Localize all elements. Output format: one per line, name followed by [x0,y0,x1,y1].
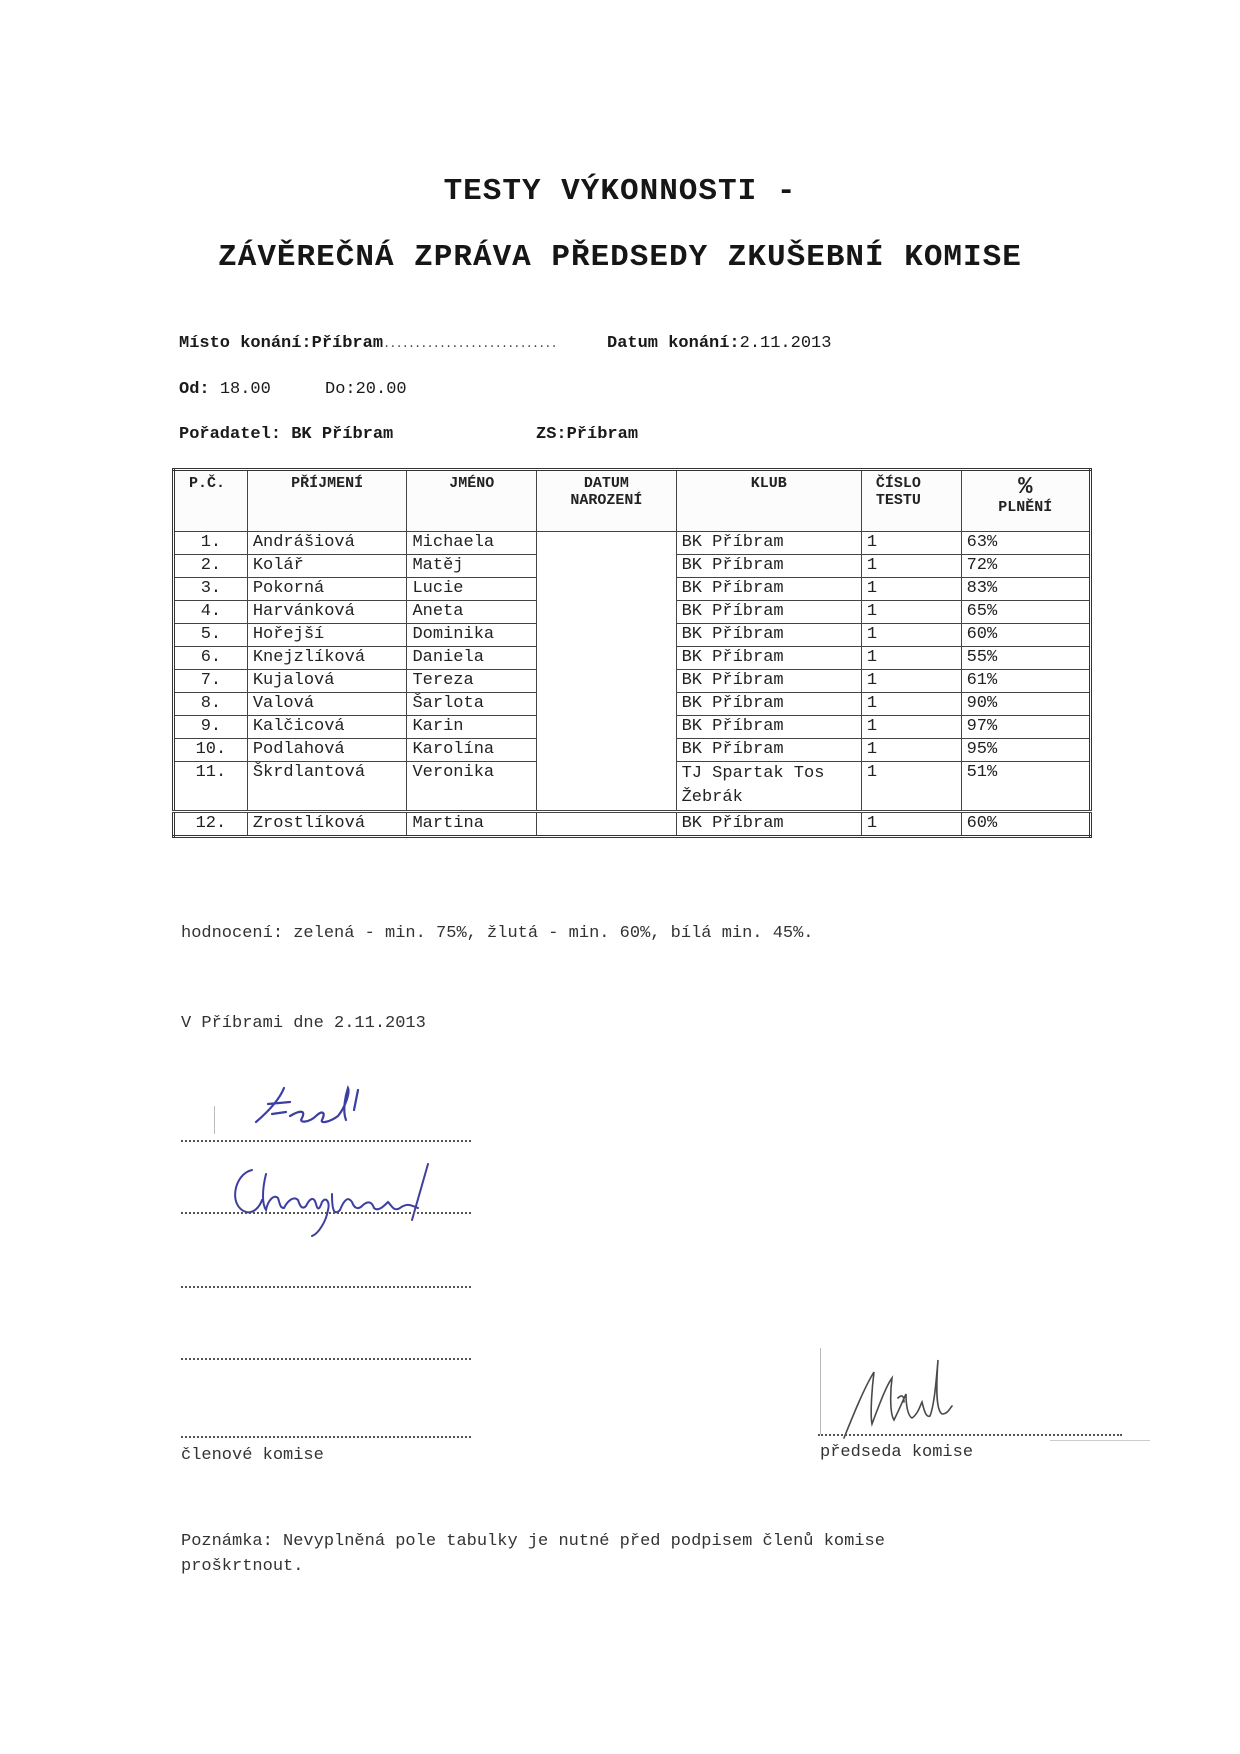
cell-pct: 60% [961,624,1090,647]
cell-test: 1 [861,532,961,555]
header-name: JMÉNO [407,470,537,532]
cell-pct: 63% [961,532,1090,555]
cell-birth [537,555,676,578]
cell-pc: 3. [174,578,248,601]
cell-birth [537,670,676,693]
cell-test: 1 [861,555,961,578]
cell-surname: Pokorná [247,578,407,601]
cell-surname: Harvánková [247,601,407,624]
place-value: Příbram [311,334,384,353]
member-5-signature-line [181,1436,471,1438]
cell-club: BK Příbram [676,647,861,670]
cell-test: 1 [861,812,961,837]
cell-pc: 12. [174,812,248,837]
table-row [174,670,1091,693]
header-club: KLUB [676,470,861,532]
cell-club: BK Příbram [676,812,861,837]
signature-member-1 [250,1080,390,1136]
header-test [861,470,961,532]
header-birth-line-2: NAROZENÍ [570,492,643,509]
cell-surname: Andrášiová [247,532,407,555]
cell-name: Matěj [407,555,537,578]
header-test-line-2: TESTU [875,492,921,509]
cell-club: BK Příbram [676,624,861,647]
member-4-signature-line [181,1358,471,1360]
cell-name: Karolína [407,739,537,762]
table-header-row [174,470,1091,532]
table-body [174,532,1091,837]
remark-line-1: Poznámka: Nevyplněná pole tabulky je nutné před podpisem členů komise [181,1532,885,1551]
organizer-label: Pořadatel: [179,425,282,444]
cell-pc: 11. [174,762,248,812]
cell-surname: Podlahová [247,739,407,762]
member-3-signature-line [181,1286,471,1288]
signature-member-2-drawing [222,1160,472,1240]
cell-birth [537,624,676,647]
cell-club: BK Příbram [676,578,861,601]
evaluation-text: hodnocení: zelená - min. 75%, žlutá - min. 60%, bílá min. 45%. [181,924,814,943]
cell-club: BK Příbram [676,601,861,624]
from-label: Od: [179,380,210,399]
organizer-value: BK Příbram [291,425,394,444]
table-row [174,578,1091,601]
remark-line-2: proškrtnout. [181,1557,304,1576]
place-dots: ............................ [383,337,557,351]
cell-pc: 10. [174,739,248,762]
document-title-line-1: TESTY VÝKONNOSTI - [443,174,797,209]
signature-member-2 [222,1160,472,1240]
date-label: Datum konání: [607,334,740,353]
cell-surname: Hořejší [247,624,407,647]
cell-test: 1 [861,578,961,601]
table-row [174,601,1091,624]
table-row [174,812,1091,837]
chair-label: předseda komise [820,1443,974,1462]
from-field [179,380,271,399]
cell-birth [537,578,676,601]
from-value: 18.00 [219,380,271,399]
cell-club: TJ Spartak Tos Žebrák [676,762,861,812]
header-pct-label: PLNĚNÍ [998,499,1053,516]
cell-pc: 9. [174,716,248,739]
cell-name: Michaela [407,532,537,555]
results-table [172,468,1092,838]
header-birth [537,470,676,532]
table-row [174,647,1091,670]
signature-chair-drawing [838,1358,1018,1442]
cell-name: Aneta [407,601,537,624]
cell-club: BK Příbram [676,693,861,716]
zs-field [536,425,638,444]
to-value: 20.00 [355,380,407,399]
cell-pc: 1. [174,532,248,555]
organizer-field [179,425,393,444]
cell-pct: 51% [961,762,1090,812]
cell-surname: Valová [247,693,407,716]
to-field [325,380,407,399]
table-row [174,693,1091,716]
cell-pc: 7. [174,670,248,693]
cell-club: BK Příbram [676,739,861,762]
cell-pct: 72% [961,555,1090,578]
signed-place-date: V Příbrami dne 2.11.2013 [181,1014,426,1033]
signature-member-1-drawing [250,1080,390,1136]
zs-value: Příbram [566,425,639,444]
to-label: Do: [325,380,356,399]
cell-pct: 55% [961,647,1090,670]
cell-birth [537,716,676,739]
cell-surname: Zrostlíková [247,812,407,837]
header-birth-line-1: DATUM [583,475,629,492]
cell-name: Šarlota [407,693,537,716]
header-pc: P.Č. [174,470,248,532]
header-test-line-1: ČÍSLO [875,475,921,492]
table-row [174,739,1091,762]
cell-name: Daniela [407,647,537,670]
cell-birth [537,532,676,555]
cell-name: Martina [407,812,537,837]
cell-test: 1 [861,624,961,647]
place-label: Místo konání: [179,334,312,353]
cell-surname: Kalčicová [247,716,407,739]
cell-pct: 97% [961,716,1090,739]
cell-club: BK Příbram [676,670,861,693]
cell-birth [537,601,676,624]
cell-surname: Škrdlantová [247,762,407,812]
cell-test: 1 [861,762,961,812]
table-row [174,532,1091,555]
cell-pct: 95% [961,739,1090,762]
cell-pc: 2. [174,555,248,578]
cell-test: 1 [861,647,961,670]
date-field [607,334,831,353]
header-surname: PŘÍJMENÍ [247,470,407,532]
cell-birth [537,762,676,812]
chair-signature-line [818,1434,1122,1436]
cell-pct: 61% [961,670,1090,693]
cell-test: 1 [861,670,961,693]
scan-mark [214,1106,215,1134]
scan-mark-chair-line [1050,1440,1150,1441]
cell-pct: 83% [961,578,1090,601]
cell-club: BK Příbram [676,532,861,555]
header-pct [961,470,1090,532]
cell-pc: 8. [174,693,248,716]
member-1-signature-line [181,1140,471,1142]
signature-chair [838,1358,1018,1442]
document-title-line-2: ZÁVĚREČNÁ ZPRÁVA PŘEDSEDY ZKUŠEBNÍ KOMISE [218,240,1022,275]
cell-surname: Kujalová [247,670,407,693]
cell-test: 1 [861,739,961,762]
cell-name: Veronika [407,762,537,812]
table-row [174,762,1091,812]
table-row [174,716,1091,739]
cell-birth [537,647,676,670]
date-value: 2.11.2013 [739,334,832,353]
cell-name: Tereza [407,670,537,693]
cell-pc: 6. [174,647,248,670]
header-pct-symbol: % [1018,474,1033,501]
cell-birth [537,693,676,716]
zs-label: ZS: [536,425,567,444]
cell-test: 1 [861,716,961,739]
cell-name: Dominika [407,624,537,647]
cell-pct: 60% [961,812,1090,837]
cell-pct: 90% [961,693,1090,716]
cell-birth [537,739,676,762]
cell-pct: 65% [961,601,1090,624]
cell-test: 1 [861,693,961,716]
members-label: členové komise [181,1446,324,1465]
member-2-signature-line [181,1212,471,1214]
cell-club: BK Příbram [676,716,861,739]
table-row [174,555,1091,578]
cell-pc: 5. [174,624,248,647]
cell-name: Karin [407,716,537,739]
table-row [174,624,1091,647]
cell-pc: 4. [174,601,248,624]
cell-name: Lucie [407,578,537,601]
cell-surname: Knejzlíková [247,647,407,670]
place-field [179,334,557,353]
cell-club: BK Příbram [676,555,861,578]
cell-test: 1 [861,601,961,624]
cell-surname: Kolář [247,555,407,578]
scan-mark-chair [820,1348,821,1434]
cell-birth [537,812,676,837]
